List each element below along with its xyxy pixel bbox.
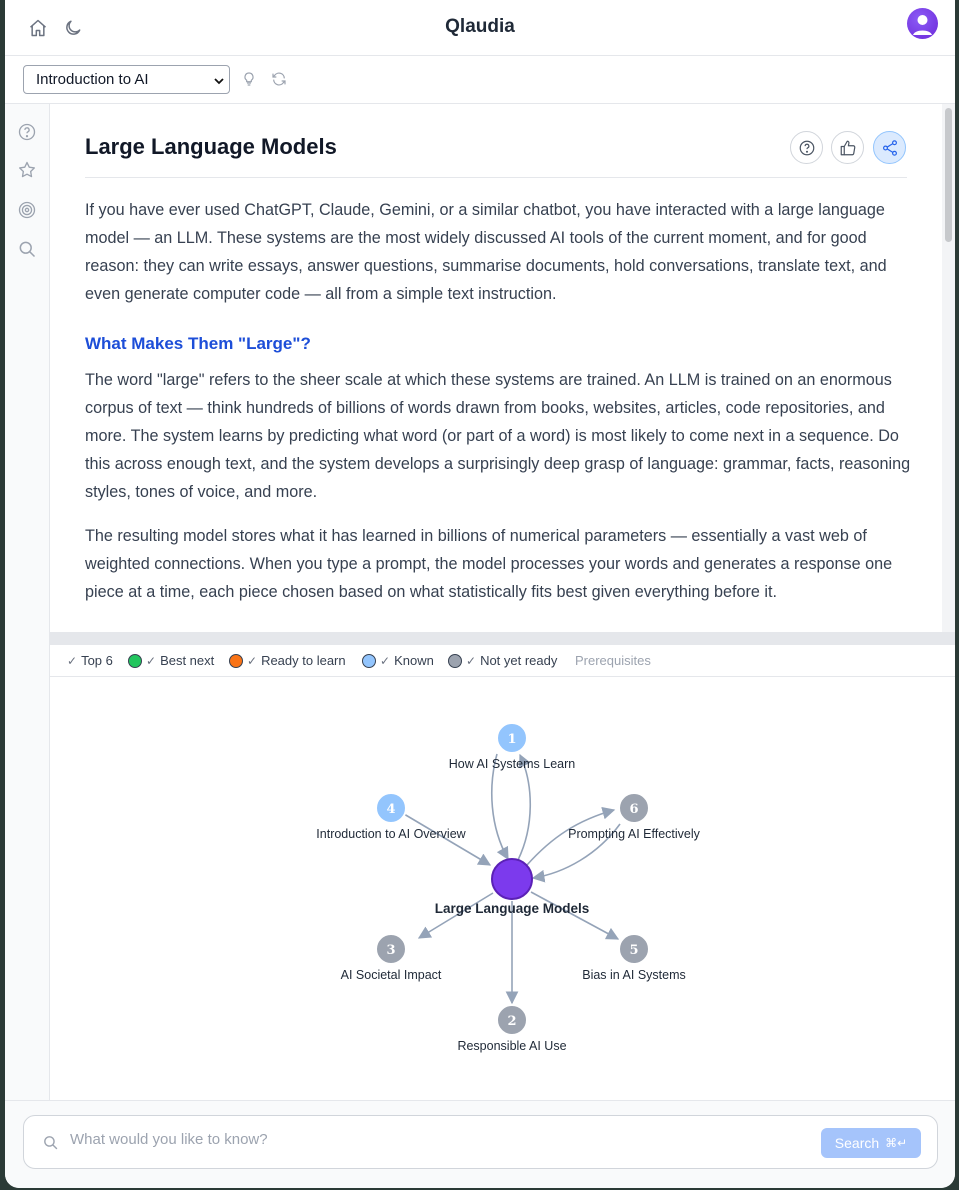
node-1-number: 1 <box>507 732 517 747</box>
legend-ready-label: Ready to learn <box>261 653 346 668</box>
node-1-label: How AI Systems Learn <box>448 757 576 771</box>
graph-node-3[interactable] <box>341 934 442 982</box>
app-window <box>5 0 955 1188</box>
sidebar <box>5 104 50 1100</box>
check-icon: ✓ <box>466 653 477 668</box>
not-ready-dot <box>448 654 462 668</box>
legend-best-next[interactable] <box>128 653 214 668</box>
node-4-label: Introduction to AI Overview <box>316 827 466 841</box>
lightbulb-icon[interactable] <box>241 71 259 89</box>
share-icon[interactable] <box>873 131 906 164</box>
legend-top[interactable] <box>67 653 113 668</box>
toolbar <box>5 56 955 104</box>
search-icon <box>42 1134 59 1156</box>
node-4-number: 4 <box>386 802 396 817</box>
graph-canvas[interactable] <box>50 677 955 1100</box>
app-title: Qlaudia <box>445 16 515 37</box>
article-panel <box>51 104 941 632</box>
center-node-label: Large Language Models <box>434 901 590 916</box>
node-5-number: 5 <box>629 943 639 958</box>
article-title: Large Language Models <box>85 134 337 159</box>
article-scrollbar[interactable] <box>942 104 955 632</box>
title-divider <box>85 177 907 178</box>
node-3-label: AI Societal Impact <box>340 968 442 982</box>
legend-ready[interactable] <box>229 653 346 668</box>
user-avatar[interactable] <box>907 8 938 39</box>
intro-paragraph: If you have ever used ChatGPT, Claude, Gemini, or a similar chatbot, you have interacted with a large language model — an LLM. These systems are the most widely discussed AI tools of the current moment, and for good reason: they can write essays, answer questions, summarise documents, hold conversations, translate text, and even generate computer code — all from a simple text instruction. <box>85 201 887 303</box>
check-icon: ✓ <box>146 653 157 668</box>
graph-node-5[interactable] <box>582 934 686 982</box>
scrollbar-thumb[interactable] <box>945 108 952 242</box>
search-button-label: Search <box>834 1135 880 1151</box>
known-dot <box>362 654 376 668</box>
thumbs-up-icon[interactable] <box>831 131 864 164</box>
keyboard-shortcut: ⌘↵ <box>885 1136 908 1150</box>
legend-prereq-label: Prerequisites <box>575 653 651 668</box>
help-icon[interactable] <box>790 131 823 164</box>
search-icon[interactable] <box>17 239 37 259</box>
graph-node-4[interactable] <box>316 793 466 841</box>
topic-select-value: Introduction to AI <box>36 71 149 88</box>
check-icon: ✓ <box>380 653 391 668</box>
node-2-number: 2 <box>507 1014 517 1029</box>
legend-known[interactable] <box>362 653 434 668</box>
graph-node-2[interactable] <box>457 1005 566 1053</box>
search-input[interactable] <box>70 1131 770 1148</box>
search-area <box>5 1100 955 1188</box>
section-heading: What Makes Them "Large"? <box>85 334 311 353</box>
paragraph-2: The resulting model stores what it has learned in billions of numerical parameters — essentially a vast web of weighted connections. When you type a prompt, the model processes your words and generates a response one piece at a time, each piece chosen based on what statistically fits best given everything before it. <box>85 527 893 601</box>
node-6-label: Prompting AI Effectively <box>568 827 700 841</box>
graph-node-6[interactable] <box>568 793 701 841</box>
graph-node-1[interactable] <box>449 723 575 771</box>
help-circle-icon[interactable] <box>17 122 37 142</box>
refresh-icon[interactable] <box>271 71 289 89</box>
graph-legend <box>50 645 955 677</box>
legend-top-label: Top 6 <box>81 653 113 668</box>
search-button[interactable] <box>821 1128 921 1158</box>
knowledge-graph[interactable] <box>50 677 955 1100</box>
best-next-dot <box>128 654 142 668</box>
panel-resize-handle[interactable] <box>50 632 955 645</box>
legend-not-ready-label: Not yet ready <box>480 653 558 668</box>
star-icon[interactable] <box>17 160 37 180</box>
check-icon: ✓ <box>247 653 258 668</box>
legend-known-label: Known <box>394 653 434 668</box>
node-3-number: 3 <box>386 943 396 958</box>
ready-dot <box>229 654 243 668</box>
target-icon[interactable] <box>17 200 37 220</box>
top-bar <box>5 0 955 56</box>
node-5-label: Bias in AI Systems <box>582 968 686 982</box>
search-box[interactable] <box>23 1115 938 1169</box>
check-icon: ✓ <box>67 653 78 668</box>
paragraph-1: The word "large" refers to the sheer scale at which these systems are trained. An LLM is trained on an enormous corpus of text — think hundreds of billions of words drawn from books, websites, articles, code repositories, and more. The system learns by predicting what word (or part of a word) is most likely to come next in a sequence. Do this across enough text, and the system develops a surprisingly deep grasp of language: grammar, facts, reasoning styles, tones of voice, and more. <box>85 371 911 501</box>
legend-not-ready[interactable] <box>448 653 557 668</box>
legend-prerequisites[interactable] <box>575 653 651 668</box>
legend-best-next-label: Best next <box>160 653 215 668</box>
node-2-label: Responsible AI Use <box>457 1039 567 1053</box>
node-6-number: 6 <box>629 802 639 817</box>
topic-select[interactable] <box>23 65 230 94</box>
chevron-down-icon <box>213 74 225 91</box>
